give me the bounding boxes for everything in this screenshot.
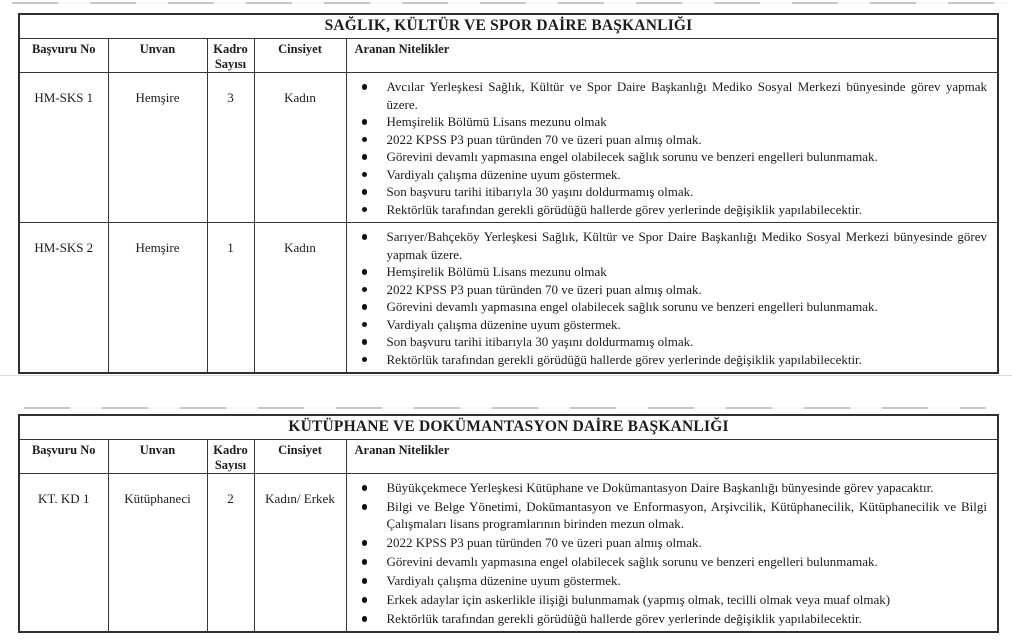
requirements-list bbox=[347, 228, 988, 368]
table-title: SAĞLIK, KÜLTÜR VE SPOR DAİRE BAŞKANLIĞI bbox=[19, 14, 998, 39]
requirements-list bbox=[347, 78, 988, 218]
cell-cinsiyet: Kadın bbox=[254, 73, 346, 223]
cell-cinsiyet: Kadın/ Erkek bbox=[254, 474, 346, 633]
requirement-item: Erkek adaylar için askerlikle ilişiği bulunmamak (yapmış olmak, tecilli olmak veya muaf olmak) bbox=[387, 591, 988, 608]
requirement-item: Vardiyalı çalışma düzenine uyum göstermek. bbox=[387, 166, 988, 184]
column-header-aranan-nitelikler: Aranan Nitelikler bbox=[346, 440, 998, 474]
cell-unvan: Kütüphaneci bbox=[108, 474, 207, 633]
cell-kadro-sayisi: 1 bbox=[207, 223, 254, 374]
requirement-item: Vardiyalı çalışma düzenine uyum göstermek. bbox=[387, 572, 988, 589]
cell-aranan-nitelikler bbox=[346, 73, 998, 223]
requirement-item: Vardiyalı çalışma düzenine uyum göstermek. bbox=[387, 316, 988, 334]
cell-basvuru-no: KT. KD 1 bbox=[19, 474, 108, 633]
scan-artifact-line-top bbox=[12, 2, 1008, 4]
table-title-row bbox=[19, 415, 998, 440]
table-header-row bbox=[19, 39, 998, 73]
table-title: KÜTÜPHANE VE DOKÜMANTASYON DAİRE BAŞKANLIĞI bbox=[19, 415, 998, 440]
column-header-cinsiyet: Cinsiyet bbox=[254, 39, 346, 73]
requirement-item: Hemşirelik Bölümü Lisans mezunu olmak bbox=[387, 263, 988, 281]
table-title-row bbox=[19, 14, 998, 39]
requirement-item: Avcılar Yerleşkesi Sağlık, Kültür ve Spor Daire Başkanlığı Mediko Sosyal Merkezi bünyesinde görev yapmak üzere. bbox=[386, 79, 987, 112]
requirement-item: Görevini devamlı yapmasına engel olabilecek sağlık sorunu ve benzeri engelleri bulunmamak. bbox=[387, 553, 988, 570]
job-postings-table-saglik bbox=[18, 13, 999, 374]
table-header-row bbox=[19, 440, 998, 474]
cell-aranan-nitelikler bbox=[346, 474, 998, 633]
requirement-item: Son başvuru tarihi itibarıyla 30 yaşını doldurmamış olmak. bbox=[387, 333, 988, 351]
scan-artifact-line-middle bbox=[0, 375, 1012, 376]
requirement-item: Hemşirelik Bölümü Lisans mezunu olmak bbox=[387, 113, 988, 131]
requirement-item: Sarıyer/Bahçeköy Yerleşkesi Sağlık, Kültür ve Spor Daire Başkanlığı Mediko Sosyal Merkezi bünyesinde görev yapmak üzere. bbox=[386, 229, 987, 262]
column-header-basvuru-no: Başvuru No bbox=[19, 440, 108, 474]
cell-unvan: Hemşire bbox=[108, 73, 207, 223]
requirement-item: Bilgi ve Belge Yönetimi, Dokümantasyon ve Enformasyon, Arşivcilik, Kütüphanecilik, Kütüphanecilik ve Bilgi Çalışmaları lisans programlarının birinden mezun olmak. bbox=[386, 499, 988, 531]
requirement-item: 2022 KPSS P3 puan türünden 70 ve üzeri puan almış olmak. bbox=[387, 281, 988, 299]
cell-kadro-sayisi: 3 bbox=[207, 73, 254, 223]
scan-artifact-line-above-second-table bbox=[24, 407, 986, 409]
column-header-aranan-nitelikler: Aranan Nitelikler bbox=[346, 39, 998, 73]
requirements-list bbox=[347, 479, 988, 627]
requirement-item: Rektörlük tarafından gerekli görüdüğü hallerde görev yerlerinde değişiklik yapılabilecektir. bbox=[387, 610, 988, 627]
requirement-item: Son başvuru tarihi itibarıyla 30 yaşını doldurmamış olmak. bbox=[387, 183, 988, 201]
table-row bbox=[19, 73, 998, 223]
requirement-item: 2022 KPSS P3 puan türünden 70 ve üzeri puan almış olmak. bbox=[387, 131, 988, 149]
requirement-item: Görevini devamlı yapmasına engel olabilecek sağlık sorunu ve benzeri engelleri bulunmamak. bbox=[387, 298, 988, 316]
cell-basvuru-no: HM-SKS 2 bbox=[19, 223, 108, 374]
table-row bbox=[19, 474, 998, 633]
column-header-unvan: Unvan bbox=[108, 39, 207, 73]
cell-aranan-nitelikler bbox=[346, 223, 998, 374]
column-header-kadro-sayisi: Kadro Sayısı bbox=[207, 440, 254, 474]
requirement-item: 2022 KPSS P3 puan türünden 70 ve üzeri puan almış olmak. bbox=[387, 534, 988, 551]
cell-basvuru-no: HM-SKS 1 bbox=[19, 73, 108, 223]
column-header-cinsiyet: Cinsiyet bbox=[254, 440, 346, 474]
cell-unvan: Hemşire bbox=[108, 223, 207, 374]
requirement-item: Rektörlük tarafından gerekli görüdüğü hallerde görev yerlerinde değişiklik yapılabilecektir. bbox=[387, 351, 988, 369]
job-postings-table-kutuphane bbox=[18, 414, 999, 633]
column-header-kadro-sayisi: Kadro Sayısı bbox=[207, 39, 254, 73]
requirement-item: Büyükçekmece Yerleşkesi Kütüphane ve Dokümantasyon Daire Başkanlığı bünyesinde görev yapacaktır. bbox=[387, 479, 988, 496]
column-header-basvuru-no: Başvuru No bbox=[19, 39, 108, 73]
column-header-unvan: Unvan bbox=[108, 440, 207, 474]
requirement-item: Rektörlük tarafından gerekli görüdüğü hallerde görev yerlerinde değişiklik yapılabilecektir. bbox=[387, 201, 988, 219]
table-row bbox=[19, 223, 998, 374]
cell-cinsiyet: Kadın bbox=[254, 223, 346, 374]
requirement-item: Görevini devamlı yapmasına engel olabilecek sağlık sorunu ve benzeri engelleri bulunmamak. bbox=[387, 148, 988, 166]
cell-kadro-sayisi: 2 bbox=[207, 474, 254, 633]
